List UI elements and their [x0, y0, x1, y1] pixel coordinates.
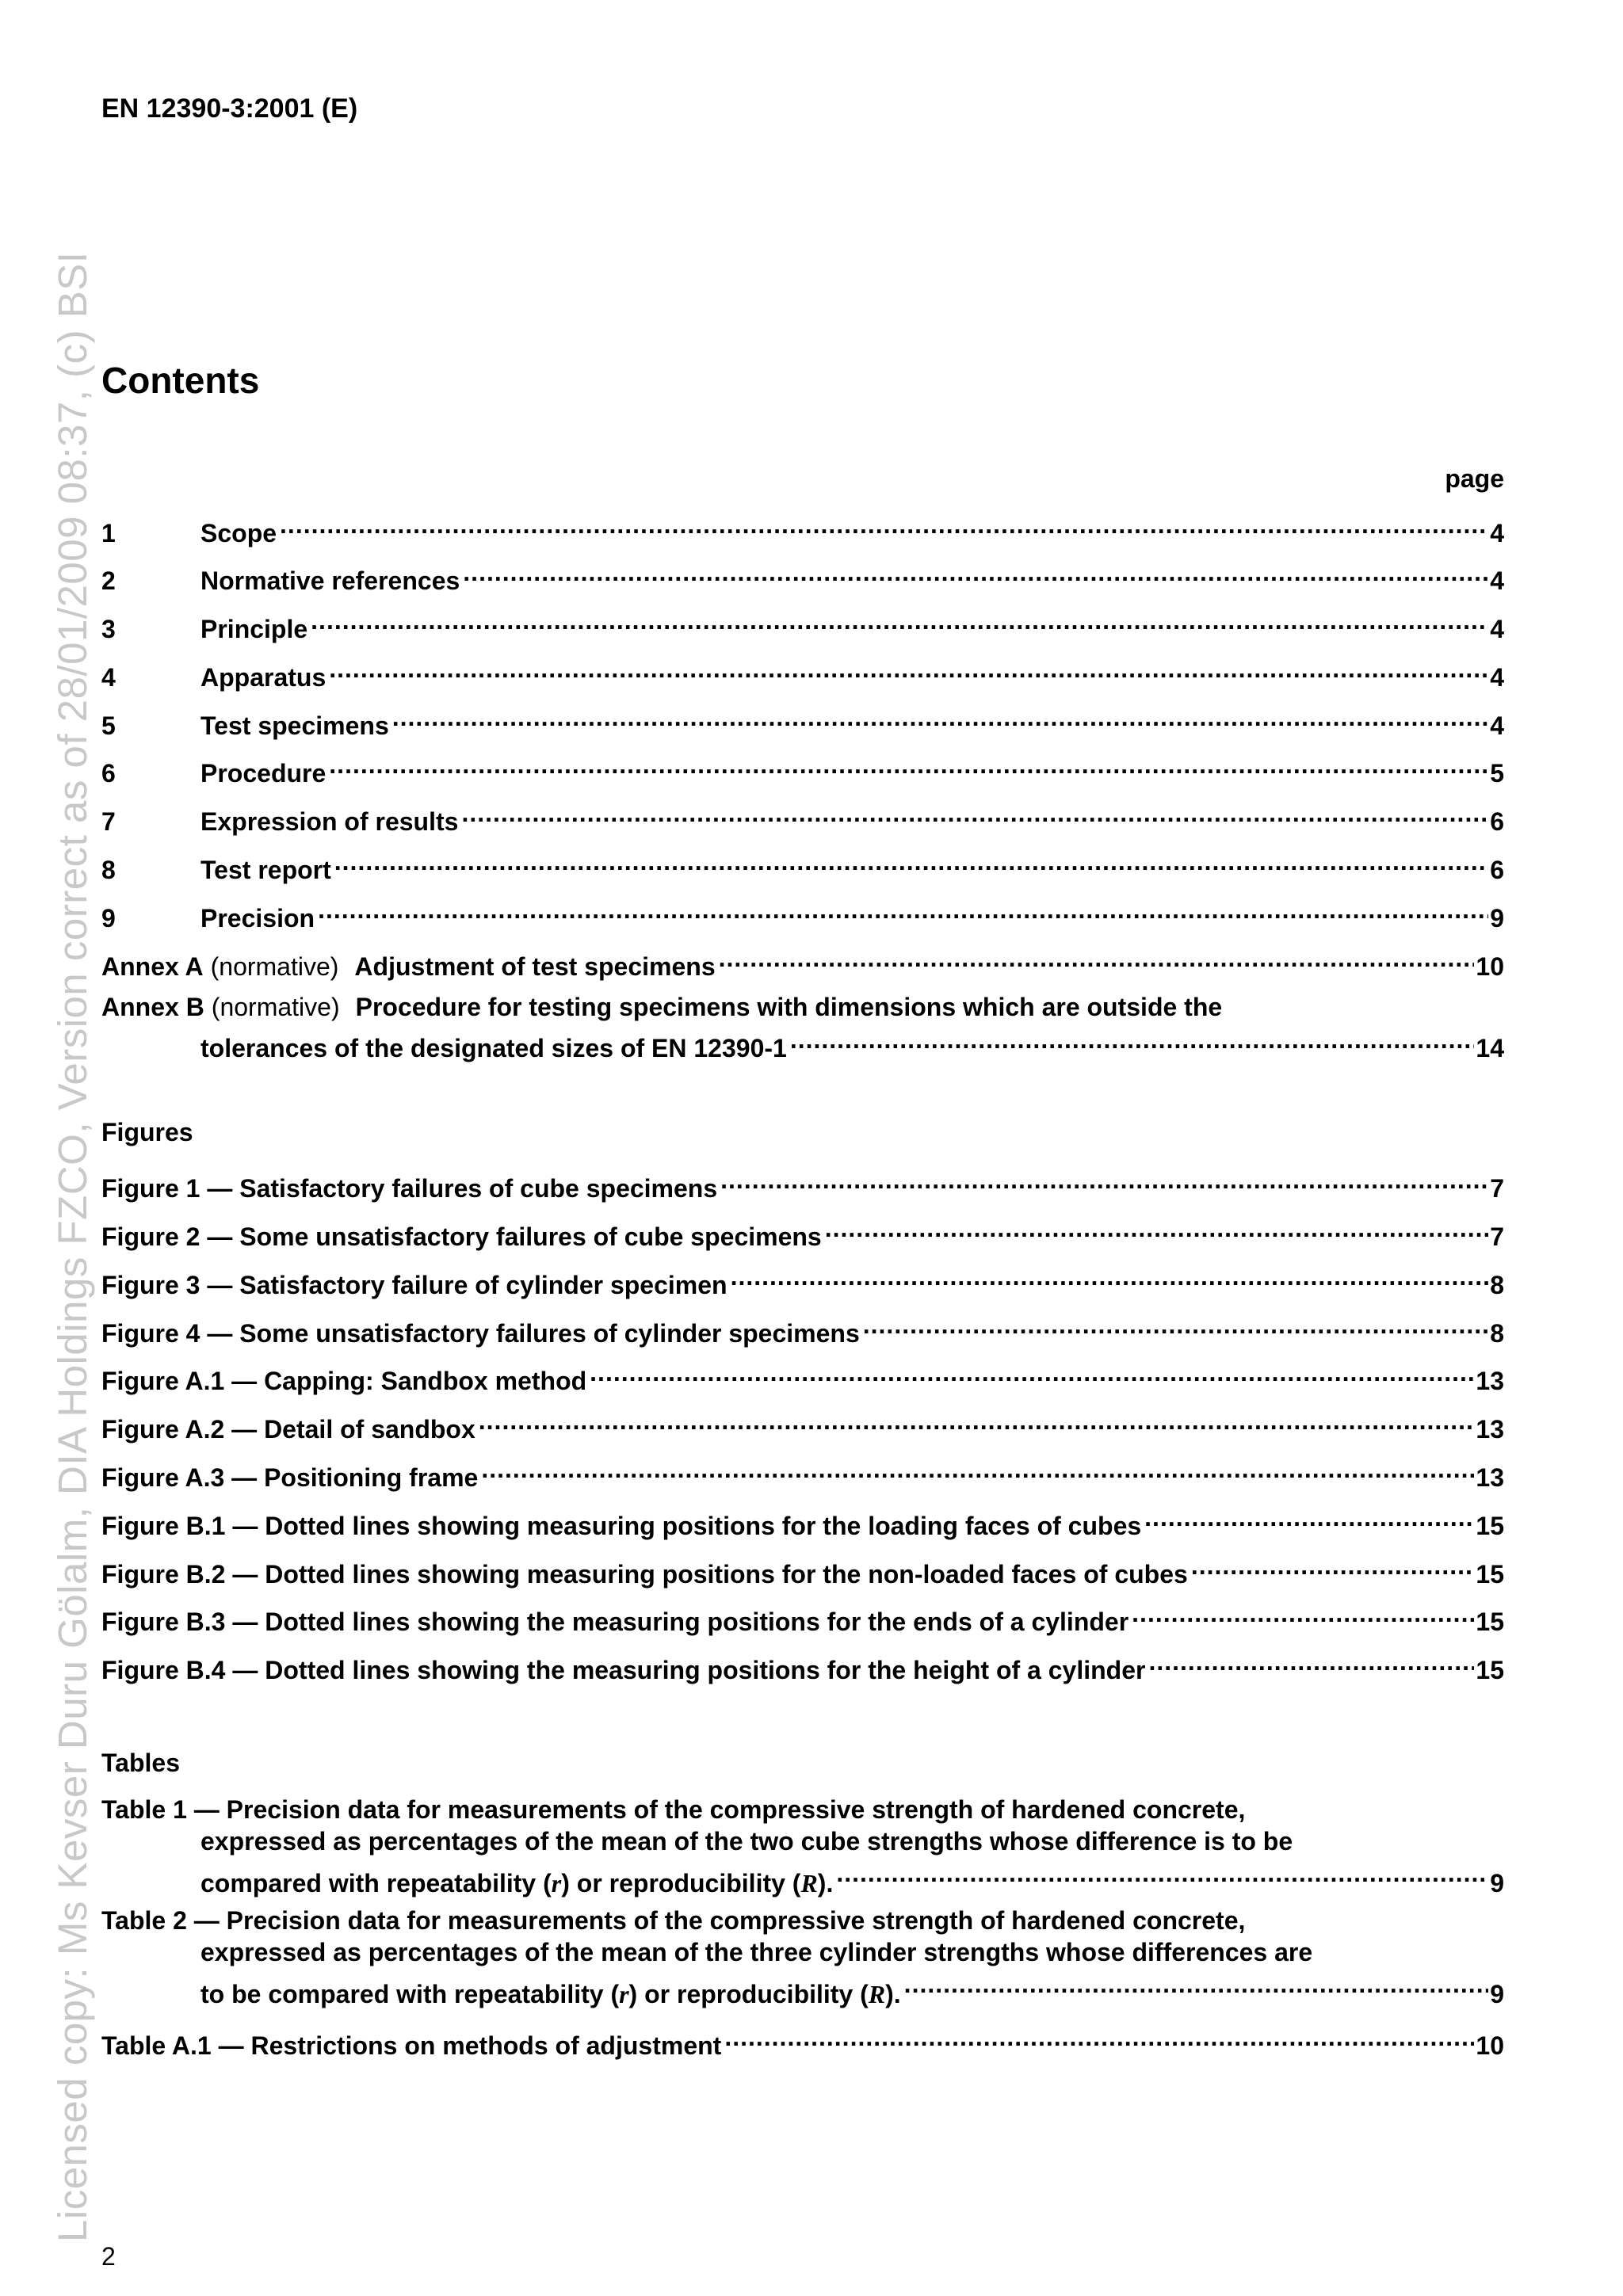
dot-leader — [1144, 1500, 1474, 1535]
dot-leader — [1148, 1644, 1474, 1679]
annex-status: (normative) — [211, 993, 340, 1021]
figure-title: Figure A.2 — Detail of sandbox — [101, 1415, 475, 1444]
dot-leader — [836, 1857, 1488, 1892]
toc-entry-clause-3[interactable] — [101, 603, 1504, 643]
toc-entry-figure[interactable] — [101, 1355, 1504, 1395]
reproducibility-symbol: R — [868, 1980, 886, 2008]
toc-entry-clause-8[interactable] — [101, 844, 1504, 884]
toc-entry-table-1-line-1[interactable]: Table 1 — Precision data for measurements of the compressive strength of hardened concrete, — [101, 1795, 1246, 1824]
toc-entry-clause-1[interactable] — [101, 507, 1504, 547]
figure-title: Figure A.1 — Capping: Sandbox method — [101, 1367, 587, 1395]
clause-title: Expression of results — [200, 807, 459, 836]
page-ref: 4 — [1490, 663, 1504, 692]
contents-heading: Contents — [101, 360, 260, 401]
page-ref: 9 — [1490, 904, 1504, 933]
figure-title: Figure A.3 — Positioning frame — [101, 1463, 479, 1492]
clause-number: 7 — [101, 807, 116, 836]
toc-entry-annex-b[interactable] — [101, 990, 1504, 1024]
page-ref: 13 — [1476, 1463, 1504, 1492]
page-ref: 4 — [1490, 615, 1504, 643]
page-ref: 7 — [1490, 1174, 1504, 1203]
toc-entry-clause-9[interactable] — [101, 892, 1504, 933]
dot-leader — [790, 1022, 1475, 1057]
dot-leader — [311, 603, 1488, 638]
toc-entry-table-2-line-2[interactable]: expressed as percentages of the mean of the three cylinder strengths whose differences are — [200, 1938, 1313, 1966]
clause-title: Precision — [200, 904, 315, 933]
toc-entry-figure[interactable] — [101, 1644, 1504, 1684]
dot-leader — [724, 2019, 1474, 2054]
repeatability-symbol: r — [551, 1869, 562, 1897]
clause-title: Test report — [200, 856, 331, 884]
dot-leader — [731, 1259, 1489, 1294]
clause-number: 5 — [101, 711, 116, 740]
reproducibility-symbol: R — [800, 1869, 818, 1897]
clause-number: 1 — [101, 519, 116, 547]
figure-title: Figure 3 — Satisfactory failure of cylinder specimen — [101, 1271, 727, 1299]
dot-leader — [481, 1451, 1474, 1486]
toc-entry-table-1-line-3[interactable]: compared with repeatability (r) or reproducibility (R). ..... 9 — [101, 1857, 1504, 1889]
toc-entry-figure[interactable] — [101, 1403, 1504, 1444]
dot-leader — [720, 1162, 1488, 1197]
page-ref: 4 — [1490, 566, 1504, 595]
page-ref: 10 — [1476, 952, 1504, 981]
toc-entry-table-2-line-3[interactable]: to be compared with repeatability (r) or reproducibility (R). ..... 9 — [101, 1968, 1504, 2000]
figures-heading: Figures — [101, 1118, 193, 1146]
dot-leader — [329, 651, 1488, 686]
dot-leader — [461, 795, 1488, 830]
dot-leader — [318, 892, 1488, 927]
figure-title: Figure 2 — Some unsatisfactory failures of cube specimens — [101, 1222, 822, 1251]
annex-status: (normative) — [210, 952, 339, 981]
toc-entry-figure[interactable] — [101, 1451, 1504, 1492]
clause-number: 4 — [101, 663, 116, 692]
annex-title-line-2: tolerances of the designated sizes of EN 12390-1 — [200, 1034, 787, 1062]
page-ref: 15 — [1476, 1512, 1504, 1540]
toc-entry-figure[interactable] — [101, 1596, 1504, 1636]
clause-number: 3 — [101, 615, 116, 643]
page-ref: 4 — [1490, 519, 1504, 547]
license-watermark: Licensed copy: Ms Kevser Duru Gölalm, DIA Holdings FZCO, Version correct as of 28/01/2009 08:37, (c) BSI — [50, 251, 95, 2242]
page-ref: 13 — [1476, 1415, 1504, 1444]
toc-entry-figure[interactable] — [101, 1548, 1504, 1589]
dot-leader — [463, 555, 1488, 589]
page-ref: 9 — [1490, 1980, 1504, 2008]
toc-entry-table-2-line-1[interactable]: Table 2 — Precision data for measurements of the compressive strength of hardened concrete, — [101, 1906, 1246, 1935]
table-title: Table A.1 — Restrictions on methods of adjustment — [101, 2031, 722, 2060]
toc-entry-table-1-line-2[interactable]: expressed as percentages of the mean of the two cube strengths whose difference is to be — [200, 1827, 1293, 1855]
figure-title: Figure B.3 — Dotted lines showing the measuring positions for the ends of a cylinder — [101, 1608, 1129, 1636]
annex-label: Annex A — [101, 952, 204, 981]
page-ref: 7 — [1490, 1222, 1504, 1251]
dot-leader — [719, 940, 1475, 975]
page-ref: 5 — [1490, 759, 1504, 788]
dot-leader — [334, 844, 1488, 879]
page-ref: 10 — [1476, 2031, 1504, 2060]
page-column-label: page — [1445, 464, 1504, 493]
document-identifier: EN 12390-3:2001 (E) — [101, 93, 358, 124]
page-ref: 8 — [1490, 1319, 1504, 1348]
clause-number: 2 — [101, 566, 116, 595]
figure-title: Figure 4 — Some unsatisfactory failures of cylinder specimens — [101, 1319, 860, 1348]
toc-entry-table-a1[interactable] — [101, 2019, 1504, 2060]
clause-number: 9 — [101, 904, 116, 933]
toc-entry-clause-2[interactable] — [101, 555, 1504, 595]
toc-entry-figure[interactable] — [101, 1500, 1504, 1540]
document-page — [101, 0, 1504, 2296]
dot-leader — [863, 1307, 1488, 1342]
clause-title: Normative references — [200, 566, 460, 595]
toc-entry-clause-4[interactable] — [101, 651, 1504, 692]
clause-title: Apparatus — [200, 663, 327, 692]
toc-entry-annex-a[interactable] — [101, 940, 1504, 981]
page-ref: 9 — [1490, 1869, 1504, 1897]
toc-entry-figure[interactable] — [101, 1307, 1504, 1348]
dot-leader — [392, 700, 1488, 734]
figure-title: Figure B.1 — Dotted lines showing measuring positions for the loading faces of cubes — [101, 1512, 1142, 1540]
figure-title: Figure B.2 — Dotted lines showing measuring positions for the non-loaded faces of cubes — [101, 1560, 1188, 1589]
clause-title: Principle — [200, 615, 308, 643]
figure-title: Figure 1 — Satisfactory failures of cube specimens — [101, 1174, 718, 1203]
toc-entry-clause-7[interactable] — [101, 795, 1504, 836]
dot-leader — [1132, 1596, 1474, 1630]
clause-title: Scope — [200, 519, 277, 547]
page-ref: 6 — [1490, 856, 1504, 884]
toc-entry-figure[interactable] — [101, 1259, 1504, 1299]
clause-title: Procedure — [200, 759, 327, 788]
page-ref: 6 — [1490, 807, 1504, 836]
toc-entry-figure[interactable] — [101, 1211, 1504, 1251]
clause-number: 6 — [101, 759, 116, 788]
dot-leader — [280, 507, 1488, 542]
dot-leader — [825, 1211, 1488, 1245]
page-ref: 4 — [1490, 711, 1504, 740]
toc-entry-clause-5[interactable] — [101, 700, 1504, 740]
repeatability-symbol: r — [619, 1980, 629, 2008]
clause-title: Test specimens — [200, 711, 389, 740]
dot-leader — [329, 747, 1488, 782]
dot-leader — [904, 1968, 1489, 2003]
figure-title: Figure B.4 — Dotted lines showing the measuring positions for the height of a cylinder — [101, 1656, 1146, 1684]
toc-entry-annex-b-continued[interactable] — [101, 1022, 1504, 1062]
page-ref: 14 — [1476, 1034, 1504, 1062]
annex-title-line-1: Procedure for testing specimens with dimensions which are outside the — [355, 993, 1223, 1021]
annex-label: Annex B — [101, 993, 204, 1021]
page-ref: 8 — [1490, 1271, 1504, 1299]
dot-leader — [590, 1355, 1474, 1390]
page-ref: 15 — [1476, 1560, 1504, 1589]
dot-leader — [479, 1403, 1475, 1438]
clause-number: 8 — [101, 856, 116, 884]
toc-entry-clause-6[interactable] — [101, 747, 1504, 788]
page-ref: 15 — [1476, 1656, 1504, 1684]
toc-entry-figure[interactable] — [101, 1162, 1504, 1203]
dot-leader — [1191, 1548, 1475, 1583]
annex-title: Adjustment of test specimens — [354, 952, 716, 981]
page-ref: 15 — [1476, 1608, 1504, 1636]
page-ref: 13 — [1476, 1367, 1504, 1395]
tables-heading: Tables — [101, 1749, 180, 1777]
page-number: 2 — [101, 2242, 116, 2271]
